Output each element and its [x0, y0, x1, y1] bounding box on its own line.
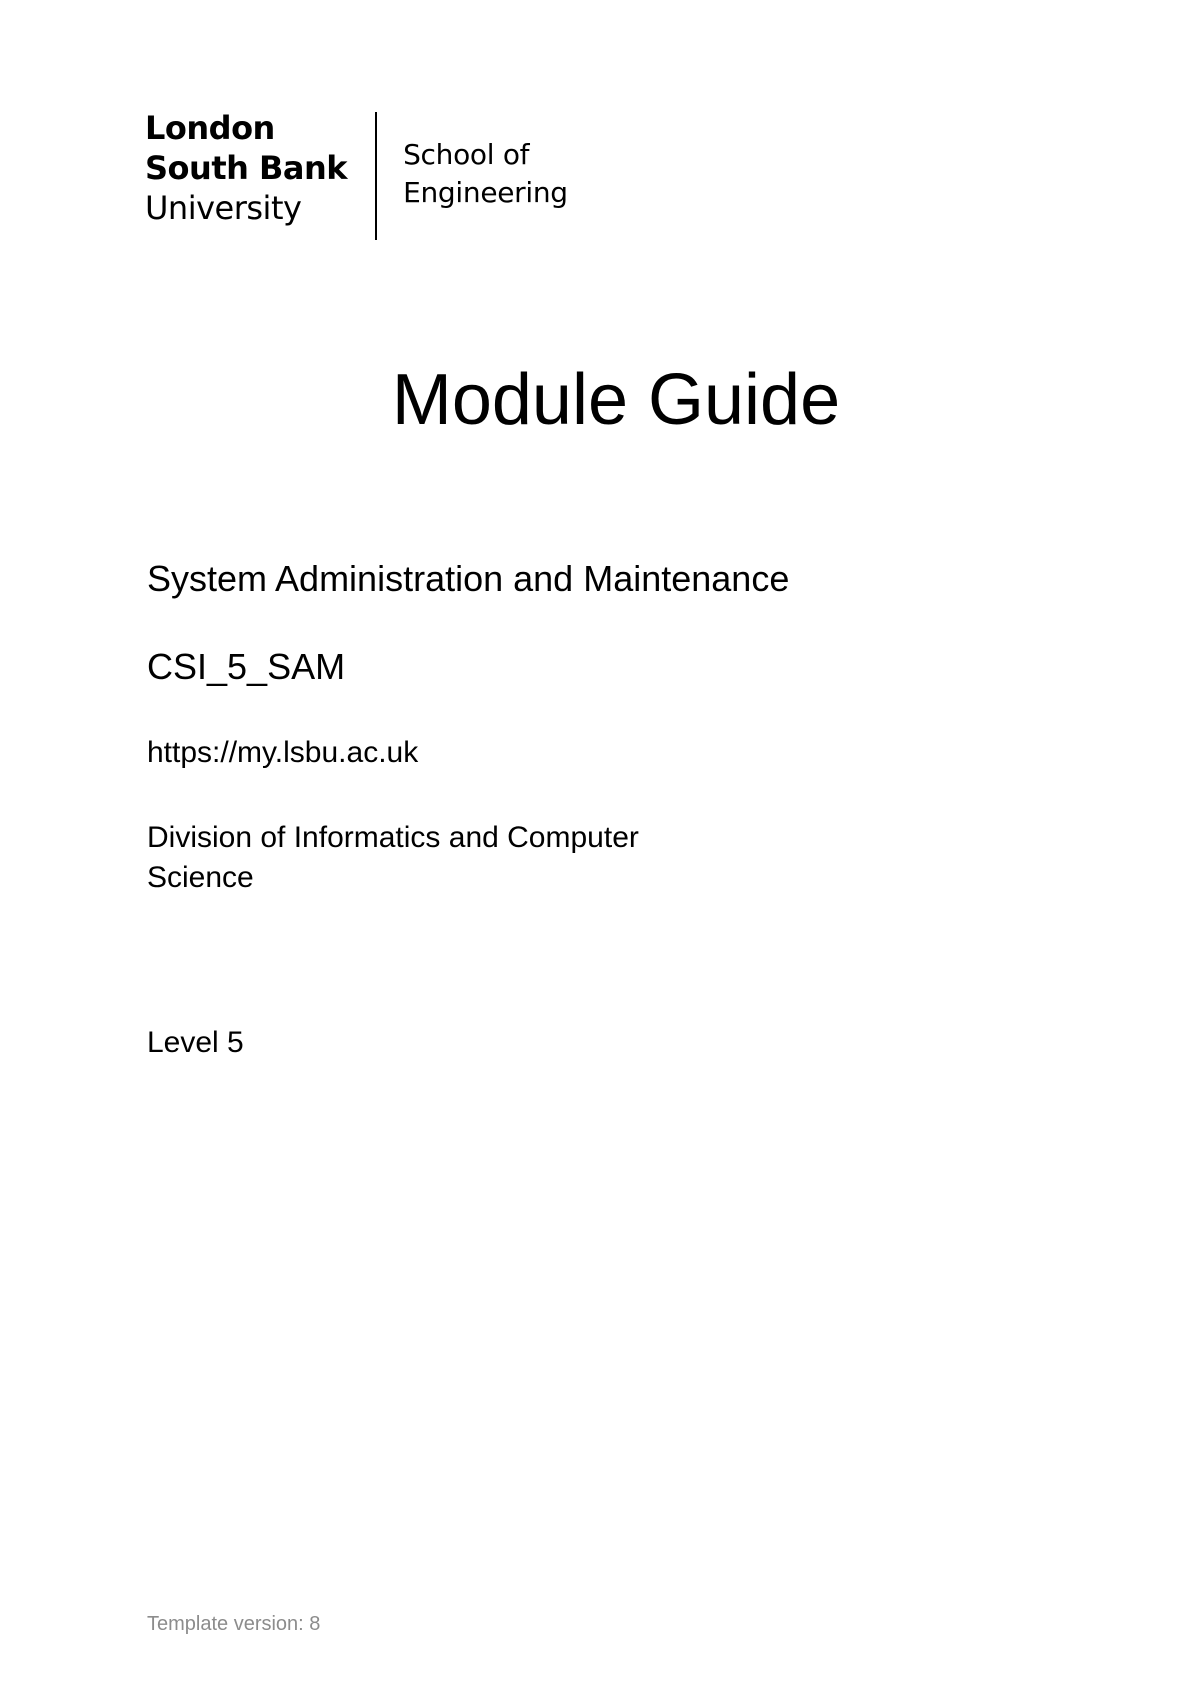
school-name: [403, 136, 568, 212]
logo-line-university: University: [145, 189, 302, 227]
university-logo: [145, 108, 568, 240]
module-code: CSI_5_SAM: [147, 646, 346, 687]
module-level: Level 5: [147, 1026, 244, 1059]
module-name: System Administration and Maintenance: [147, 558, 790, 599]
logo-divider: [375, 112, 377, 240]
module-url-link[interactable]: https://my.lsbu.ac.uk: [147, 736, 419, 769]
logo-line-london: London: [145, 109, 275, 147]
page-title: Module Guide: [391, 360, 841, 440]
university-name: [145, 108, 347, 228]
logo-line-south-bank: South Bank: [145, 149, 348, 187]
school-line-2: Engineering: [403, 176, 568, 209]
template-version: Template version: 8: [147, 1613, 321, 1635]
division-name: Division of Informatics and Computer Science: [147, 821, 639, 894]
school-line-1: School of: [403, 138, 530, 171]
